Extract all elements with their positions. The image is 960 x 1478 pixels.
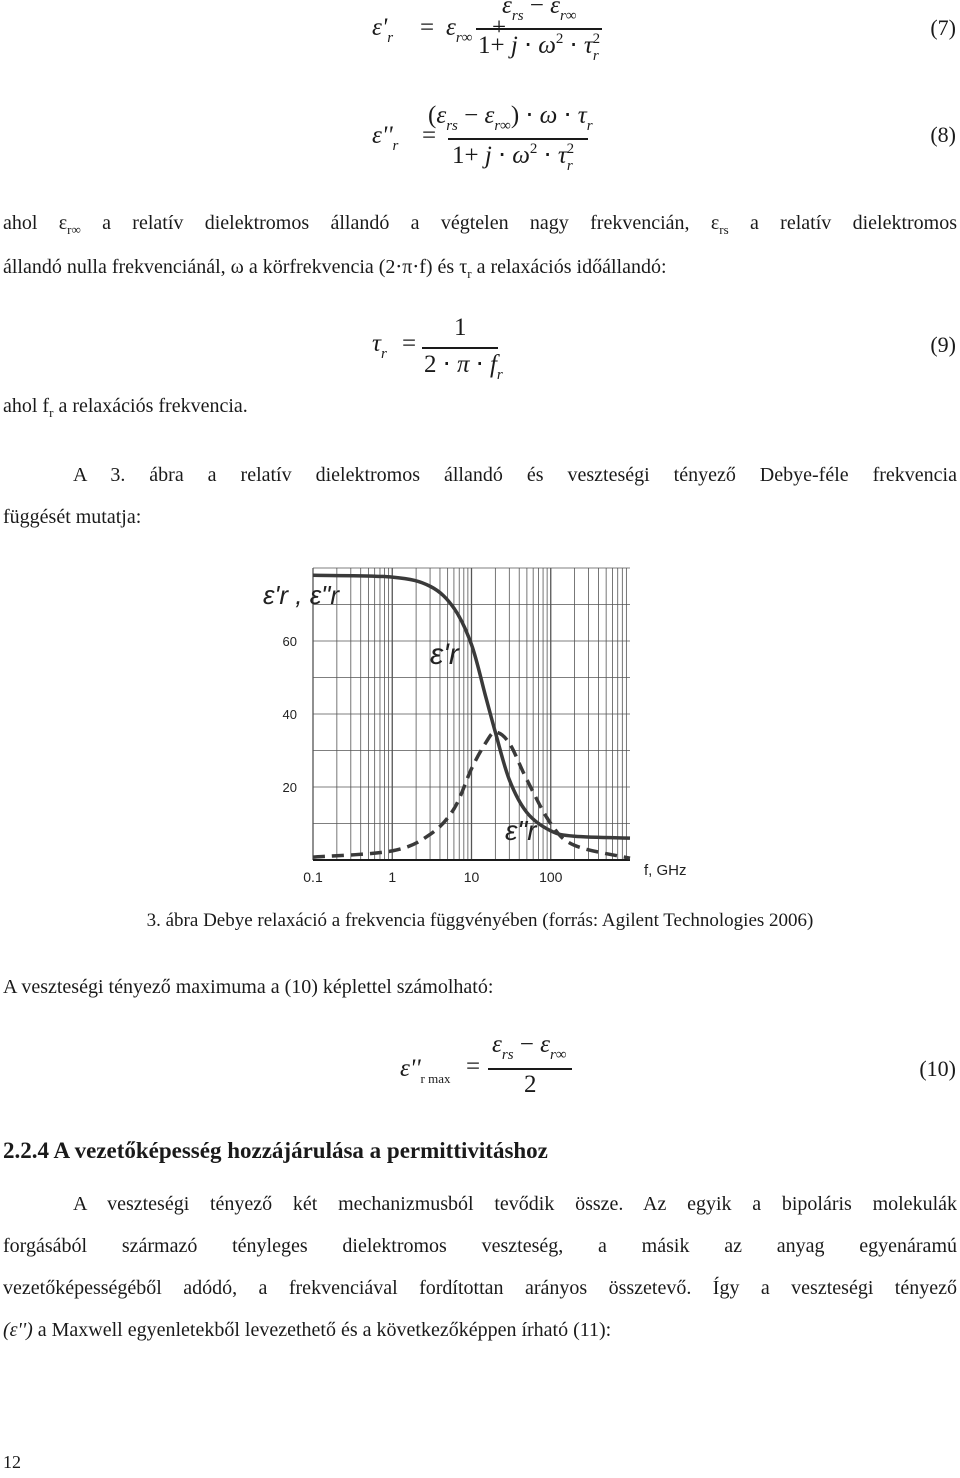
- page-number: 12: [3, 1452, 21, 1472]
- debye-relaxation-chart: [255, 560, 705, 890]
- figure-caption: 3. ábra Debye relaxáció a frekvencia függvényében (forrás: Agilent Technologies 2006): [146, 910, 814, 931]
- eq9-numerator: 1: [454, 314, 467, 341]
- x-tick-label: 1: [388, 869, 397, 885]
- x-tick-label: 10: [463, 869, 480, 885]
- eq9-equals: =: [402, 330, 417, 357]
- paragraph-conductivity-line2: forgásából származó tényleges dielektromos veszteség, a másik az anyag egyenáramú: [3, 1235, 957, 1257]
- eq10-lhs: $\varepsilon''_{r max}$: [400, 1055, 451, 1086]
- eq8-lhs: $\varepsilon''_r$: [372, 122, 399, 154]
- eq7-denominator: $1+ j \cdot \omega^2 \cdot \tau_r^2$: [478, 31, 601, 64]
- eq7-numerator: $\varepsilon_{rs} - \varepsilon_{r\infty}$: [502, 0, 577, 24]
- equation-10: [400, 1031, 700, 1105]
- y-tick-label: 60: [282, 634, 297, 649]
- paragraph-conductivity-line3: vezetőképességéből adódó, a frekvenciával fordítottan arányos összetevő. Így a veszteségi tényező: [3, 1277, 957, 1299]
- paragraph-figure-intro-line1: A 3. ábra a relatív dielektromos állandó és veszteségi tényező Debye-féle frekvencia: [73, 464, 957, 486]
- x-tick-label: 0.1: [303, 869, 323, 885]
- paragraph-definitions-line1: ahol $\varepsilon_{r\infty}$ a relatív dielektromos állandó a végtelen nagy frekvencián, $\varepsilon_{rs}$ a relatív dielektromos: [3, 212, 957, 237]
- x-axis-label: f, GHz: [644, 862, 687, 879]
- eq8-numerator: $(\varepsilon_{rs} - \varepsilon_{r\infty}) \cdot \omega \cdot \tau_r$: [428, 102, 593, 134]
- label-real-permittivity: ε'r: [430, 638, 459, 671]
- eq9-denominator: $2 \cdot \pi \cdot f_r$: [424, 351, 503, 383]
- paragraph-definitions-line2: állandó nulla frekvenciánál, ω a körfrekvencia (2⋅π⋅f) és $\tau_r$ a relaxációs időállandó:: [3, 256, 667, 281]
- eq10-equals: =: [466, 1053, 481, 1080]
- eq9-number: (9): [930, 332, 956, 357]
- eq10-fraction-bar: [488, 1068, 572, 1070]
- eq8-number: (8): [930, 122, 956, 147]
- eq7-equals: =: [420, 14, 435, 41]
- eq7-lhs: $\varepsilon'_r$: [372, 14, 394, 46]
- eq7-number: (7): [930, 15, 956, 40]
- y-tick-label: 40: [282, 707, 297, 722]
- equation-9: [372, 312, 672, 382]
- eq8-equals: =: [422, 122, 437, 149]
- eq10-number: (10): [919, 1056, 956, 1081]
- equation-7: [372, 0, 932, 64]
- eq8-denominator: $1+ j \cdot \omega^2 \cdot \tau_r^2$: [452, 141, 575, 174]
- eq10-numerator: $\varepsilon_{rs} - \varepsilon_{r\infty}$: [492, 1031, 567, 1063]
- y-tick-label: 20: [282, 780, 297, 795]
- paragraph-figure-intro-line2: függését mutatja:: [3, 506, 142, 528]
- y-axis-label: ε'r , ε"r: [263, 580, 340, 610]
- paragraph-conductivity-line1: A veszteségi tényező két mechanizmusból tevődik össze. Az egyik a bipoláris molekulák: [73, 1193, 957, 1215]
- chart-svg: [255, 560, 705, 890]
- section-heading: 2.2.4 A vezetőképesség hozzájárulása a permittivitáshoz: [3, 1138, 548, 1163]
- eq9-lhs: $\tau_r$: [372, 330, 387, 362]
- paragraph-relaxation-frequency: ahol $f_r$ a relaxációs frekvencia.: [3, 395, 248, 420]
- label-loss-factor: ε"r: [505, 815, 537, 846]
- loss-factor-symbol: (ε''): [3, 1319, 33, 1341]
- paragraph-conductivity-line4: (ε'') a Maxwell egyenletekből levezethető és a következőképpen írható (11):: [3, 1319, 612, 1341]
- x-tick-label: 100: [539, 869, 563, 885]
- equation-8: [372, 100, 932, 174]
- eq10-denominator: 2: [524, 1071, 537, 1098]
- paragraph-max-loss: A veszteségi tényező maximuma a (10) képlettel számolható:: [3, 976, 494, 998]
- eq7-term1: $\varepsilon_{r\infty}$: [446, 14, 473, 46]
